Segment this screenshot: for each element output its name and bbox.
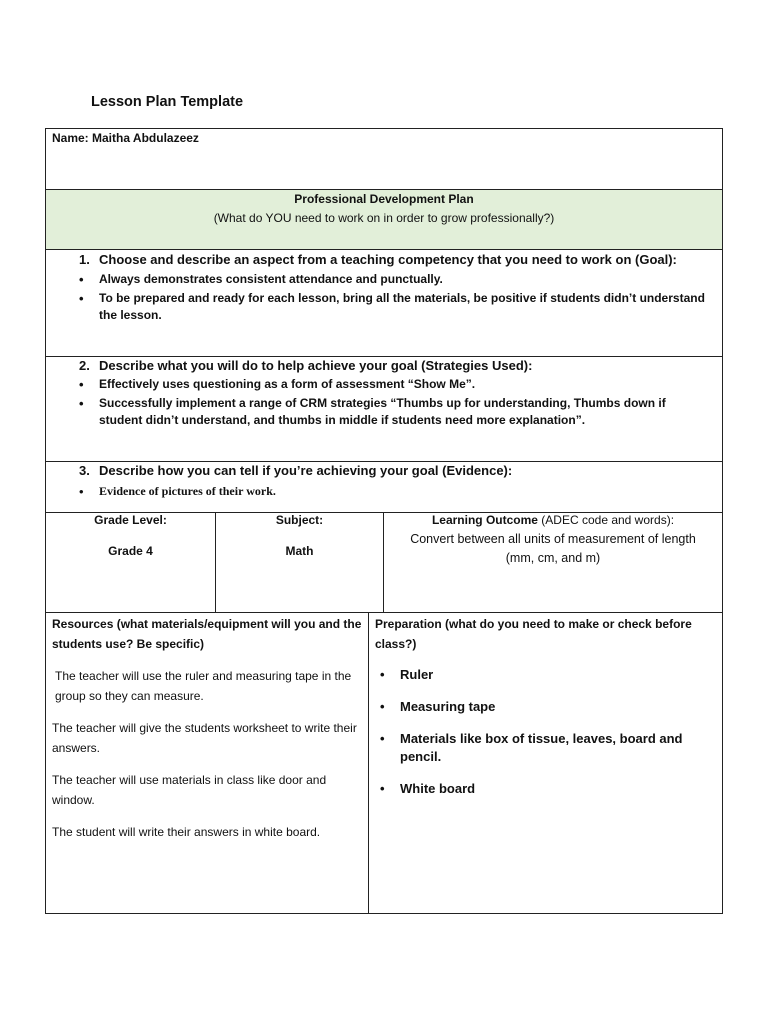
- grade-cell: [46, 512, 216, 612]
- grade-label: Grade Level:: [94, 513, 167, 527]
- learning-outcome-cell: [384, 512, 722, 612]
- strategies-bullets: [79, 376, 709, 431]
- evidence-number: 3.: [79, 463, 90, 478]
- resources-label: Resources: [52, 617, 114, 631]
- pd-plan-subheading: (What do YOU need to work on in order to grow professionally?): [213, 211, 555, 225]
- preparation-label: Preparation: [375, 617, 442, 631]
- preparation-list: [375, 666, 716, 798]
- resources-heading: [52, 614, 362, 654]
- subject-value: Math: [285, 544, 314, 558]
- list-item: • Materials like box of tissue, leaves, board and pencil.: [375, 730, 716, 766]
- list-item: • Always demonstrates consistent attendance and punctually.: [79, 271, 709, 288]
- subject-cell: [216, 512, 384, 612]
- learning-outcome-line1: Convert between all units of measurement of length: [410, 532, 696, 546]
- preparation-cell: [369, 612, 722, 913]
- subject-label: Subject:: [275, 513, 324, 527]
- evidence-question-text: Describe how you can tell if you’re achieving your goal (Evidence):: [99, 463, 513, 478]
- evidence-section: [46, 461, 722, 512]
- goal-number: 1.: [79, 252, 90, 267]
- learning-outcome-heading: [384, 513, 722, 527]
- learning-outcome-label-suffix: (ADEC code and words):: [537, 513, 675, 527]
- teacher-name: Name: Maitha Abdulazeez: [52, 131, 199, 145]
- goal-bullets: [79, 271, 709, 326]
- resources-paragraph: The teacher will use materials in class like door and window.: [52, 773, 327, 807]
- pd-plan-header: [46, 189, 722, 250]
- list-item: • White board: [375, 780, 716, 798]
- list-item: • Ruler: [375, 666, 716, 684]
- list-item: • To be prepared and ready for each lesson, bring all the materials, be positive if students didn’t understand the lesson.: [79, 290, 709, 324]
- lesson-plan-table: [45, 128, 723, 914]
- resources-cell: [46, 612, 369, 913]
- list-item: • Evidence of pictures of their work.: [79, 483, 709, 500]
- resources-paragraph: The teacher will use the ruler and measuring tape in the group so they can measure.: [55, 669, 352, 703]
- goal-question: [79, 252, 677, 267]
- page-title: Lesson Plan Template: [91, 94, 244, 110]
- strategies-question: [79, 358, 532, 373]
- resources-paragraph: The student will write their answers in white board.: [52, 825, 321, 839]
- resources-paragraph: The teacher will give the students worksheet to write their answers.: [52, 721, 357, 755]
- strategies-section: [46, 356, 722, 461]
- evidence-bullets: [79, 483, 709, 502]
- list-item: • Effectively uses questioning as a form of assessment “Show Me”.: [79, 376, 709, 393]
- strategies-number: 2.: [79, 358, 90, 373]
- evidence-question: [79, 463, 512, 478]
- resources-label-suffix: (what materials/equipment will you and the students use? Be specific): [52, 617, 362, 651]
- learning-outcome-label: Learning Outcome: [431, 513, 538, 527]
- goal-question-text: Choose and describe an aspect from a teaching competency that you need to work on (Goal):: [99, 252, 677, 267]
- pd-plan-heading: Professional Development Plan: [294, 192, 474, 206]
- learning-outcome-line2: (mm, cm, and m): [505, 551, 601, 565]
- strategies-question-text: Describe what you will do to help achieve your goal (Strategies Used):: [99, 358, 533, 373]
- list-item: • Successfully implement a range of CRM strategies “Thumbs up for understanding, Thumbs down if student didn’t understand, and thumbs in middle if students need more explanation”.: [79, 395, 709, 429]
- grade-value: Grade 4: [108, 544, 153, 558]
- preparation-heading: [375, 614, 716, 654]
- list-item: • Measuring tape: [375, 698, 716, 716]
- preparation-label-suffix: (what do you need to make or check before class?): [375, 617, 692, 651]
- goal-section: [46, 250, 722, 356]
